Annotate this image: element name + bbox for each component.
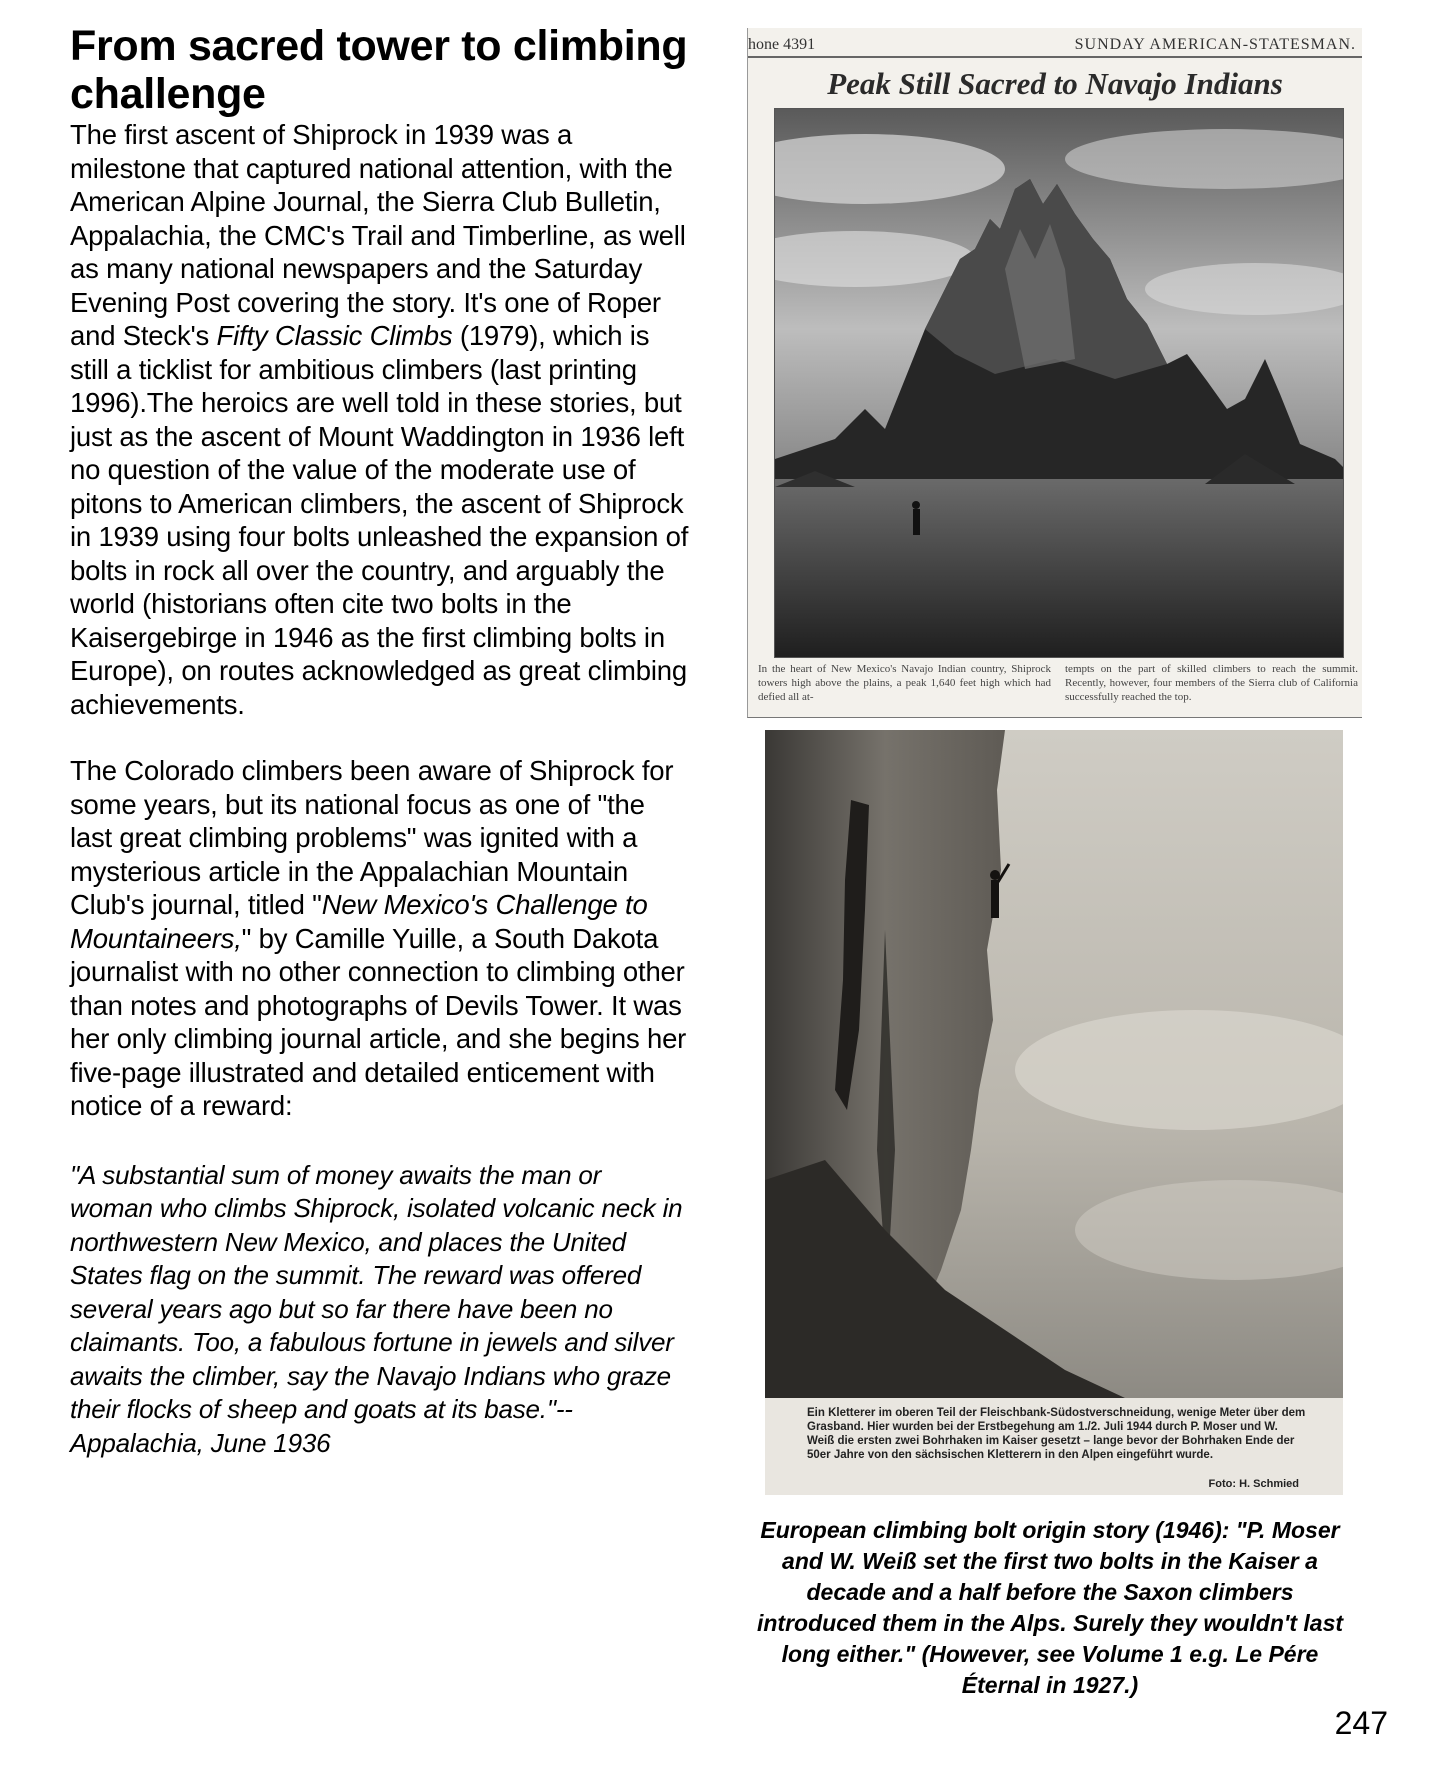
- clipping-header: [748, 32, 1362, 58]
- page-number: 247: [1334, 1705, 1388, 1741]
- paragraph-first-ascent: [70, 118, 690, 721]
- paragraph-colorado-climbers: [70, 754, 690, 1123]
- shiprock-photo: [774, 108, 1344, 658]
- kaiser-climber-photo: [765, 730, 1343, 1495]
- clipping-caption-left: In the heart of New Mexico's Navajo Indian country, Shiprock towers high above the plains, a peak 1,640 feet high which had defied all at-: [758, 663, 1051, 703]
- german-caption: Ein Kletterer im oberen Teil der Fleischbank-Südostverschneidung, wenige Meter über dem Grasband. Hier wurden bei der Erstbegehung am 1./2. Juli 1944 durch P. Moser und W. Weiß die ersten zwei Bohrhaken im Kaiser gesetzt – lange bevor der Bohrhaken Ende der 50er Jahre von den sächsischen Kletterern in den Alpen eingeführt wurde.: [807, 1407, 1306, 1461]
- paragraph-text: " by Camille Yuille, a South Dakota journalist with no other connection to climbing other than notes and photographs of Devils Tower. It was her only climbing journal article, and she begins her five-page illustrated and detailed enticement with notice of a reward:: [70, 922, 687, 1121]
- page-title: From sacred tower to climbing challenge: [70, 22, 688, 118]
- main-text-column: [70, 22, 690, 1460]
- clipping-caption: [758, 662, 1358, 704]
- paragraph-text: (1979), which is still a ticklist for ambitious climbers (last printing 1996).The heroics are well told in these stories, but just as the ascent of Mount Waddington in 1936 left no question of the value of the moderate use of pitons to American climbers, the ascent of Shiprock in 1939 using four bolts unleashed the expansion of bolts in rock all over the country, and arguably the world (historians often cite two bolts in the Kaisergebirge in 1946 as the first climbing bolts in Europe), on routes acknowledged as great climbing achievements.: [70, 320, 689, 720]
- clipping-headline: Peak Still Sacred to Navajo Indians: [827, 66, 1283, 101]
- article-title: New Mexico's Challenge to Mountaineers,: [70, 889, 648, 954]
- book-title: Fifty Classic Climbs: [216, 320, 453, 351]
- clipping-caption-right: tempts on the part of skilled climbers to reach the summit. Recently, however, four members of the Sierra club of California successfully reached the top.: [1065, 663, 1358, 703]
- clipping-phone: hone 4391: [748, 36, 816, 53]
- paragraph-text: The Colorado climbers been aware of Shiprock for some years, but its national focus as one of "the last great climbing problems" was ignited with a mysterious article in the Appalachian Mountain Club's journal, titled ": [70, 755, 674, 920]
- appalachia-quote: "A substantial sum of money awaits the man or woman who climbs Shiprock, isolated volcanic neck in northwestern New Mexico, and places the United States flag on the summit. The reward was offered several years ago but so far there have been no claimants. Too, a fabulous fortune in jewels and silver awaits the climber, say the Navajo Indians who graze their flocks of sheep and goats at its base."--Appalachia, June 1936: [70, 1159, 683, 1458]
- clipping-newspaper-name: SUNDAY AMERICAN-STATESMAN.: [1074, 36, 1356, 53]
- climber-image: [765, 730, 1343, 1398]
- photo-credit: Foto: H. Schmied: [1208, 1478, 1299, 1490]
- newspaper-clipping: [747, 28, 1362, 718]
- figure-caption: European climbing bolt origin story (1946): "P. Moser and W. Weiß set the first two bolts in the Kaiser a decade and a half before the Saxon climbers introduced them in the Alps. Surely they wouldn't last long either." (However, see Volume 1 e.g. Le Pére Éternal in 1927.): [756, 1517, 1344, 1698]
- paragraph-text: The first ascent of Shiprock in 1939 was a milestone that captured national attention, with the American Alpine Journal, the Sierra Club Bulletin, Appalachia, the CMC's Trail and Timberline, as well as many national newspapers and the Saturday Evening Post covering the story. It's one of Roper and Steck's: [70, 119, 686, 351]
